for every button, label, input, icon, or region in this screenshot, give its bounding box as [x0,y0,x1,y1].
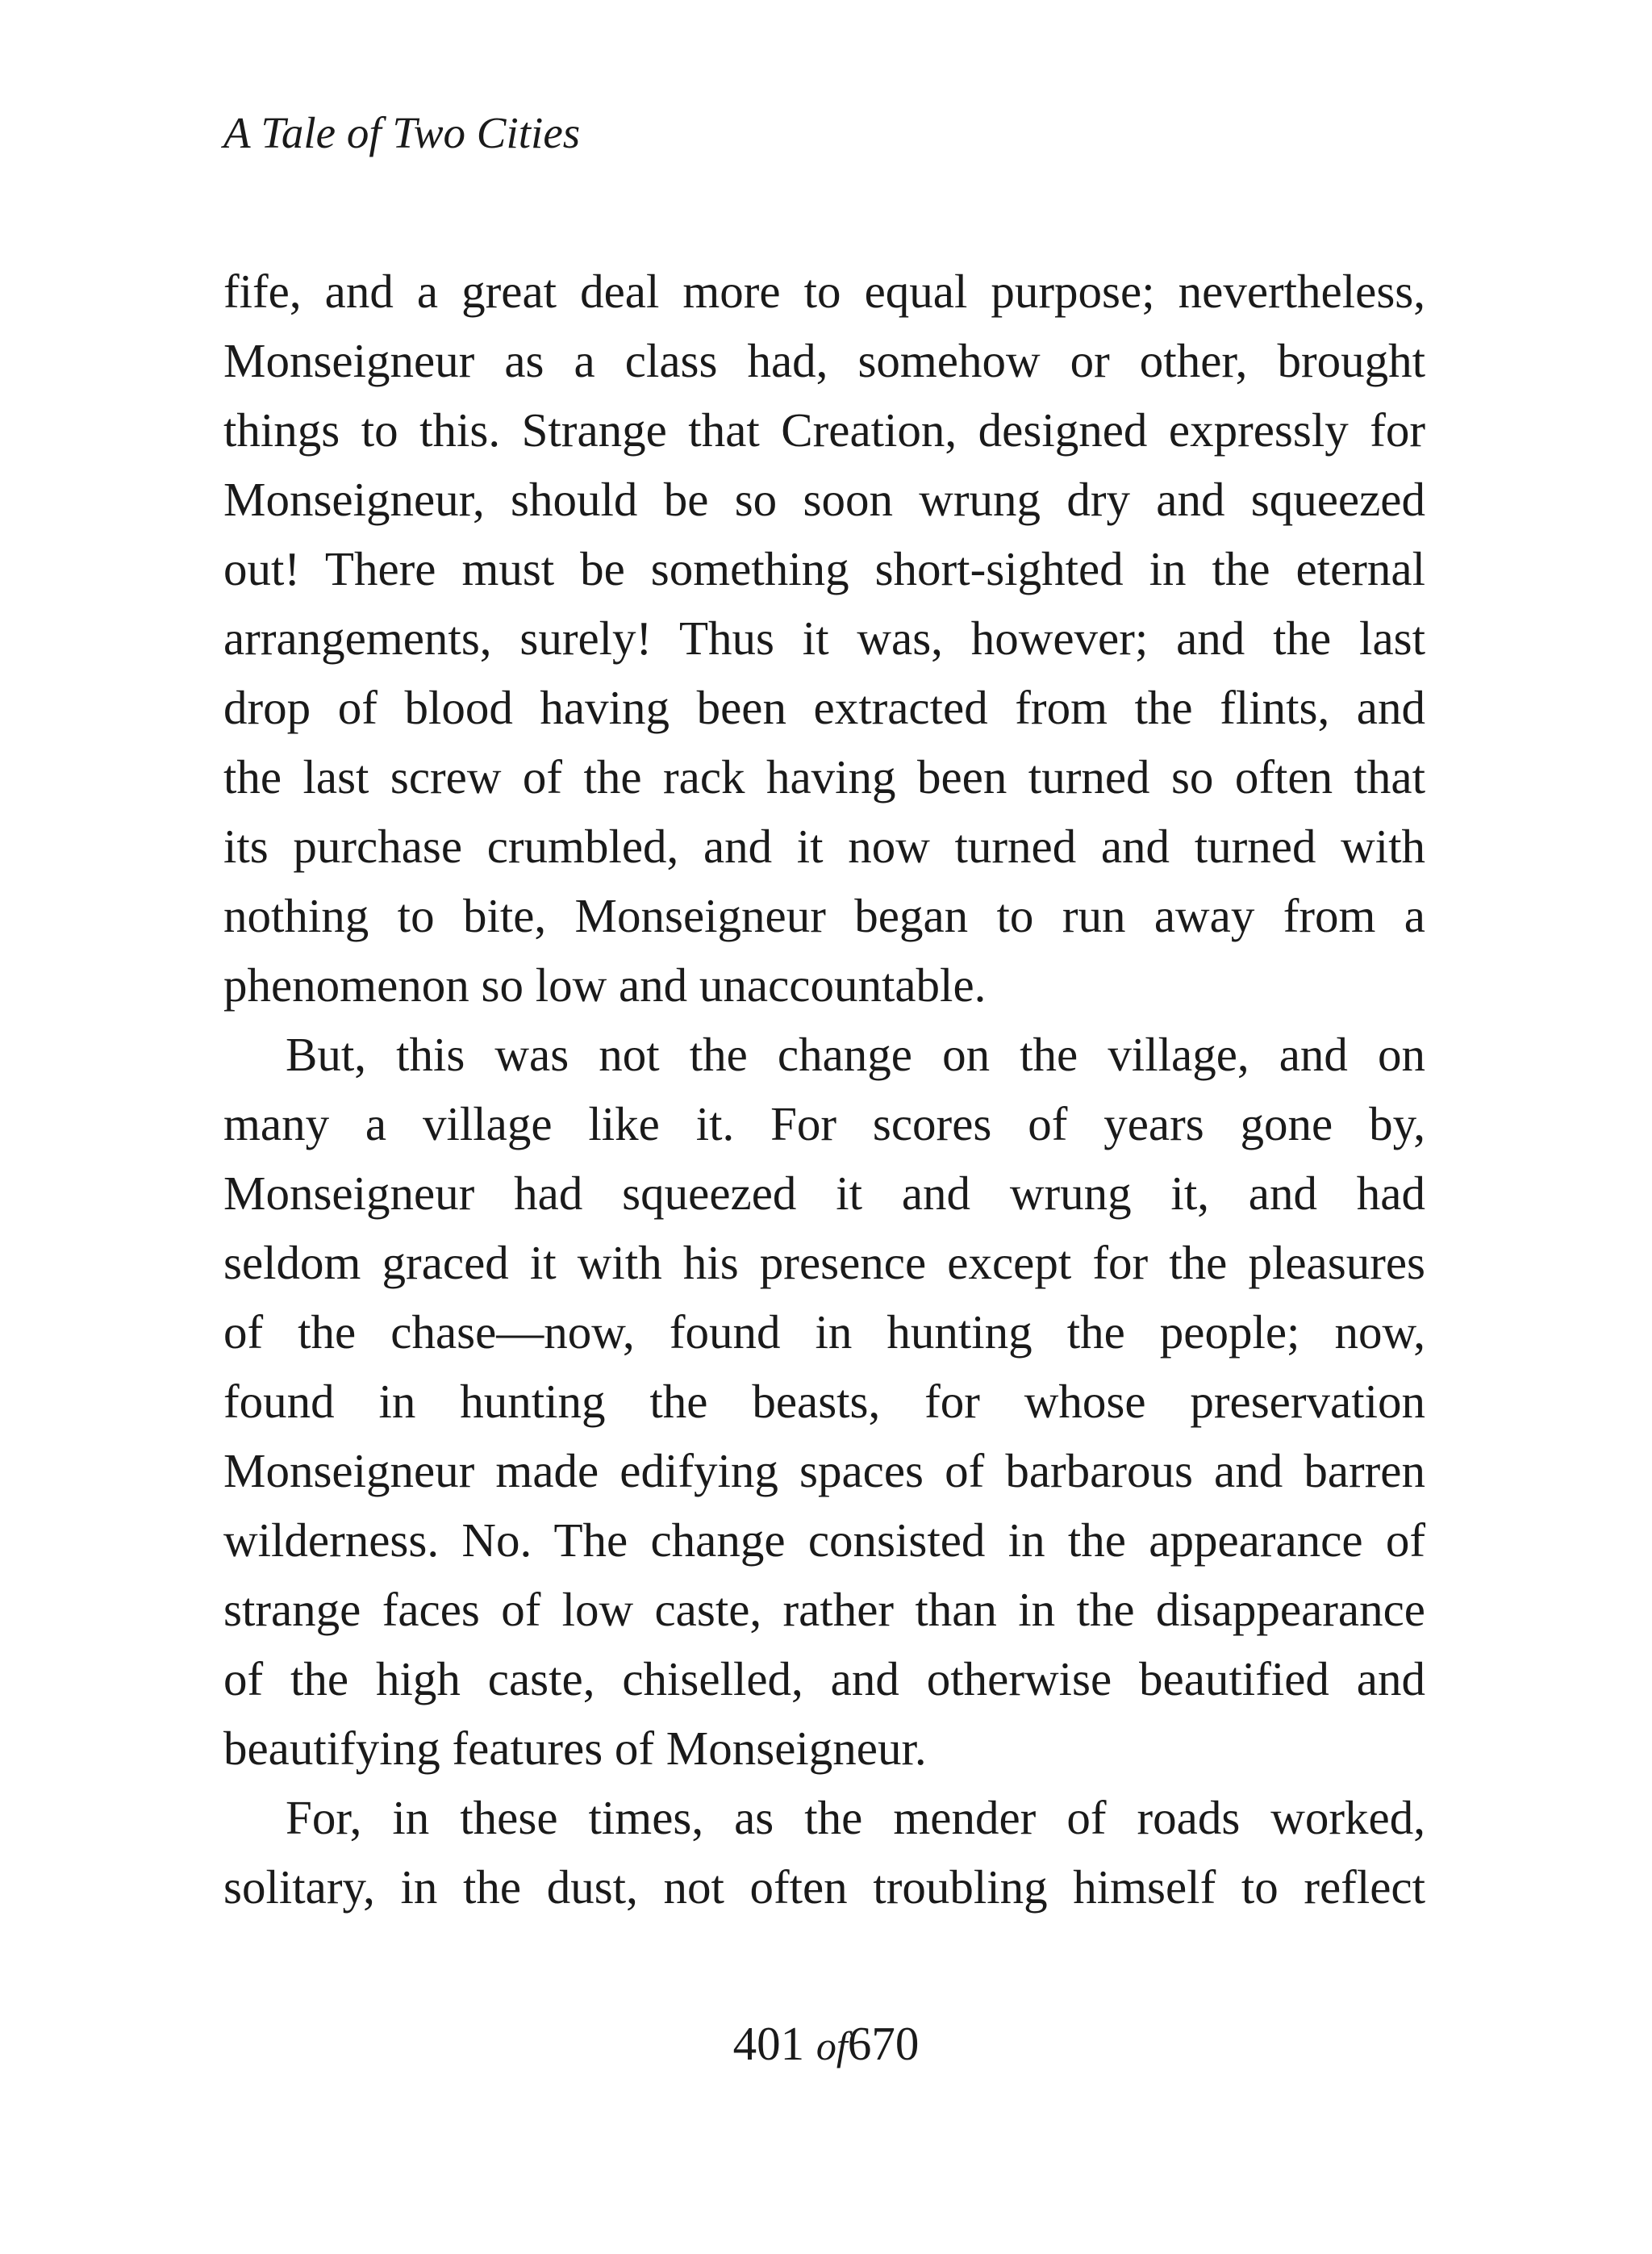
text-line: But, this was not the change on the village, and on [286,1028,1425,1081]
text-line: Monseigneur had squeezed it and wrung it, and had [223,1167,1425,1220]
text-line: out! There must be something short-sighted in the eternal [223,542,1425,595]
current-page-number: 401 [732,2017,805,2070]
text-line: found in hunting the beasts, for whose preservation [223,1375,1425,1428]
text-line: nothing to bite, Monseigneur began to run away from a [223,889,1425,942]
text-line: things to this. Strange that Creation, designed expressly for [223,403,1425,457]
text-line: seldom graced it with his presence except for the pleasures [223,1236,1425,1289]
text-line: Monseigneur as a class had, somehow or other, brought [223,334,1425,387]
text-line: For, in these times, as the mender of roads worked, [286,1791,1425,1844]
text-line: the last screw of the rack having been turned so often that [223,750,1425,804]
text-line: many a village like it. For scores of years gone by, [223,1097,1425,1150]
text-line: Monseigneur, should be so soon wrung dry and squeezed [223,473,1425,526]
text-line: Monseigneur made edifying spaces of barbarous and barren [223,1444,1425,1497]
text-line: fife, and a great deal more to equal purpose; nevertheless, [223,265,1425,318]
text-line: of the high caste, chiselled, and otherwise beautified and [223,1652,1425,1705]
text-line: strange faces of low caste, rather than in the disappearance [223,1583,1425,1636]
text-line: phenomenon so low and unaccountable. [223,958,987,1012]
text-line: solitary, in the dust, not often troubling himself to reflect [223,1860,1425,1914]
paragraph-2 [223,1020,1425,1783]
total-pages-number: 670 [847,2017,920,2070]
page-text [223,257,1425,1922]
text-line: beautifying features of Monseigneur. [223,1722,927,1775]
text-line: of the chase—now, found in hunting the people; now, [223,1305,1425,1359]
text-line: arrangements, surely! Thus it was, however; and the last [223,612,1425,665]
paragraph-3 [223,1783,1425,1922]
text-line: its purchase crumbled, and it now turned and turned with [223,820,1425,873]
text-line: wilderness. No. The change consisted in the appearance of [223,1513,1425,1567]
paragraph-1 [223,257,1425,1020]
page-number [0,2015,1652,2074]
text-line: drop of blood having been extracted from the flints, and [223,681,1425,734]
running-head-title: A Tale of Two Cities [223,108,581,157]
page-of-label: of [816,2023,848,2068]
